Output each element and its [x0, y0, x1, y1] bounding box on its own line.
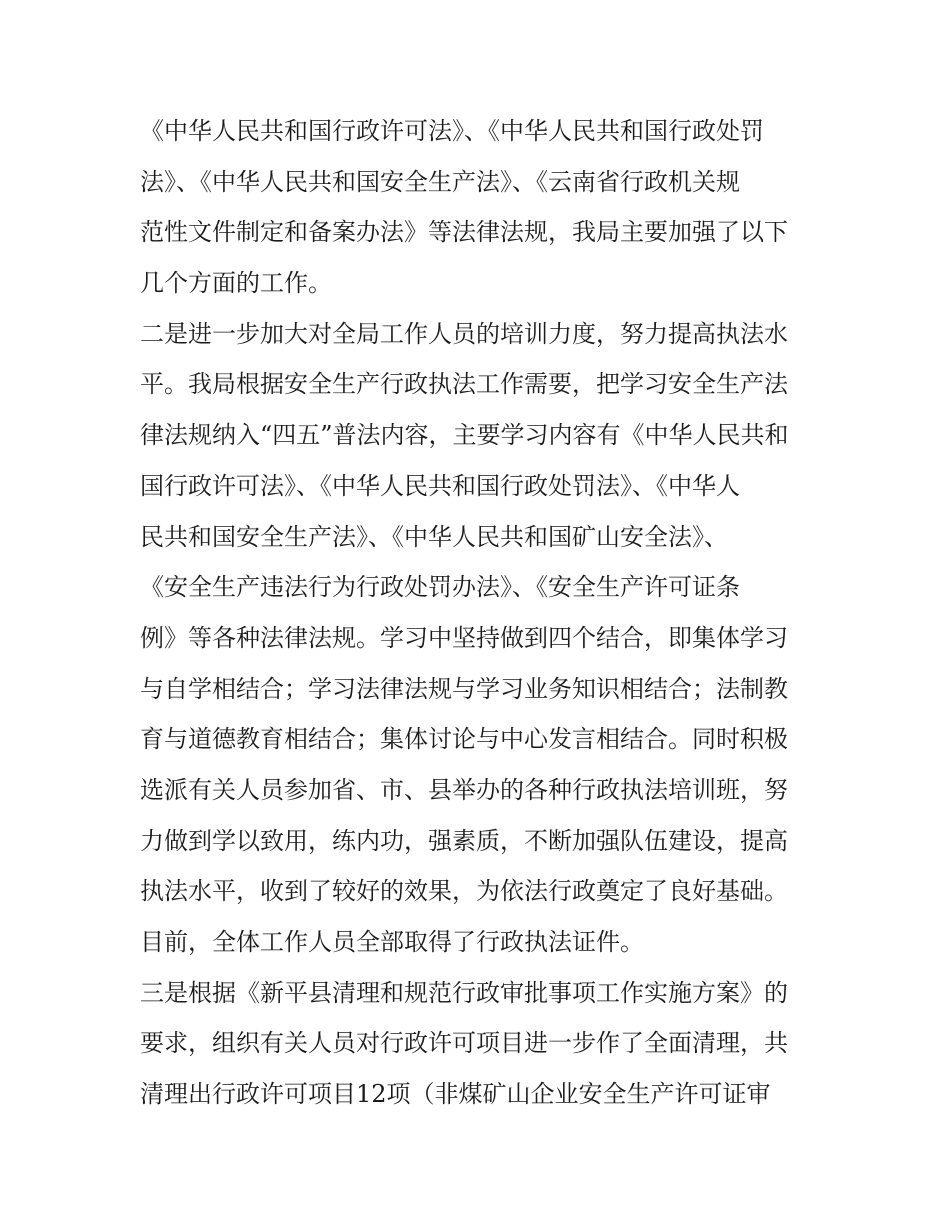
text-line: 三是根据《新平县清理和规范行政审批事项工作实施方案》的 [140, 978, 788, 1007]
text-line: 《中华人民共和国行政许可法》、《中华人民共和国行政处罚 [140, 117, 764, 145]
text-line: 律法规纳入“四五”普法内容，主要学习内容有《中华人民共和 [140, 421, 789, 450]
text-line: 与自学相结合；学习法律法规与学习业务知识相结合；法制教 [140, 674, 788, 703]
text-line: 例》等各种法律法规。学习中坚持做到四个结合，即集体学习 [140, 623, 788, 652]
text-line: 国行政许可法》、《中华人民共和国行政处罚法》、《中华人 [140, 471, 740, 500]
text-line: 平。我局根据安全生产行政执法工作需要，把学习安全生产法 [140, 370, 788, 399]
text-line: 要求，组织有关人员对行政许可项目进一步作了全面清理，共 [140, 1029, 788, 1058]
text-line: 民共和国安全生产法》、《中华人民共和国矿山安全法》、 [140, 522, 728, 551]
text-line: 二是进一步加大对全局工作人员的培训力度，努力提高执法水 [140, 319, 788, 348]
text-line: 育与道德教育相结合；集体讨论与中心发言相结合。同时积极 [140, 725, 788, 754]
text-line: 范性文件制定和备案办法》等法律法规，我局主要加强了以下 [140, 218, 788, 247]
text-line: 选派有关人员参加省、市、县举办的各种行政执法培训班，努 [140, 775, 788, 804]
text-line: 《安全生产违法行为行政处罚办法》、《安全生产许可证条 [140, 573, 740, 602]
text-line: 法》、《中华人民共和国安全生产法》、《云南省行政机关规 [140, 167, 740, 196]
document-body [140, 106, 815, 1120]
text-line: 力做到学以致用，练内功，强素质，不断加强队伍建设，提高 [140, 826, 788, 855]
text-line: 目前，全体工作人员全部取得了行政执法证件。 [140, 928, 644, 956]
text-line: 几个方面的工作。 [140, 269, 332, 298]
text-line: 执法水平，收到了较好的效果，为依法行政奠定了良好基础。 [140, 877, 788, 906]
text-line: 清理出行政许可项目12项（非煤矿山企业安全生产许可证审 [140, 1080, 771, 1109]
